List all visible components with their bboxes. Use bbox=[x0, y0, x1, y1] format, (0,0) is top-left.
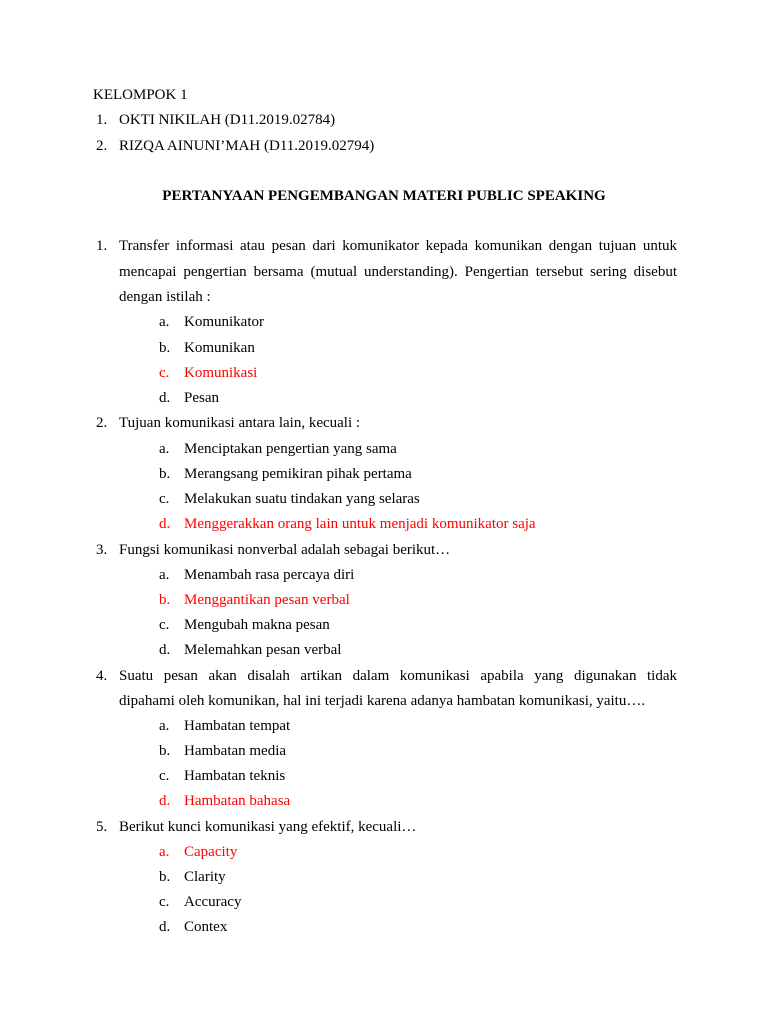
option-text: Melemahkan pesan verbal bbox=[184, 642, 342, 658]
option-letter: c. bbox=[159, 768, 170, 784]
answer-option-text: Hambatan bahasa bbox=[184, 793, 291, 809]
group-heading: KELOMPOK 1 bbox=[93, 87, 188, 103]
option-letter: d. bbox=[159, 642, 171, 658]
page-title: PERTANYAAN PENGEMBANGAN MATERI PUBLIC SPEAKING bbox=[162, 188, 606, 204]
question-text-line: Fungsi komunikasi nonverbal adalah sebagai berikut… bbox=[119, 542, 451, 558]
option-letter: d. bbox=[159, 390, 171, 406]
option-letter: b. bbox=[159, 869, 171, 885]
answer-option-letter: c. bbox=[159, 365, 170, 381]
option-letter: b. bbox=[159, 466, 171, 482]
option-letter: a. bbox=[159, 567, 170, 583]
option-text: Menambah rasa percaya diri bbox=[184, 567, 355, 583]
question-text-line: mencapai pengertian bersama (mutual understanding). Pengertian tersebut sering disebut bbox=[119, 264, 677, 280]
option-letter: c. bbox=[159, 894, 170, 910]
member-name: OKTI NIKILAH (D11.2019.02784) bbox=[119, 112, 336, 128]
answer-option-letter: d. bbox=[159, 516, 171, 532]
question-text-line: Suatu pesan akan disalah artikan dalam komunikasi apabila yang digunakan tidak bbox=[119, 668, 677, 684]
option-text: Mengubah makna pesan bbox=[184, 617, 330, 633]
option-letter: b. bbox=[159, 340, 171, 356]
option-text: Komunikator bbox=[184, 314, 264, 330]
option-letter: a. bbox=[159, 314, 170, 330]
answer-option-letter: d. bbox=[159, 793, 171, 809]
option-text: Merangsang pemikiran pihak pertama bbox=[184, 466, 412, 482]
question-text-line: dipahami oleh komunikan, hal ini terjadi karena adanya hambatan komunikasi, yaitu…. bbox=[119, 693, 646, 709]
member-number: 2. bbox=[96, 138, 108, 154]
answer-option-letter: a. bbox=[159, 844, 170, 860]
option-text: Accuracy bbox=[184, 894, 242, 910]
option-letter: b. bbox=[159, 743, 171, 759]
option-text: Melakukan suatu tindakan yang selaras bbox=[184, 491, 420, 507]
option-text: Hambatan tempat bbox=[184, 718, 291, 734]
question-number: 1. bbox=[96, 238, 108, 254]
member-number: 1. bbox=[96, 112, 108, 128]
question-number: 3. bbox=[96, 542, 108, 558]
member-name: RIZQA AINUNI’MAH (D11.2019.02794) bbox=[119, 138, 375, 154]
question-text-line: dengan istilah : bbox=[119, 289, 211, 305]
question-number: 5. bbox=[96, 819, 108, 835]
option-letter: c. bbox=[159, 617, 170, 633]
option-text: Clarity bbox=[184, 869, 226, 885]
option-letter: a. bbox=[159, 718, 170, 734]
answer-option-text: Capacity bbox=[184, 844, 238, 860]
answer-option-text: Menggerakkan orang lain untuk menjadi komunikator saja bbox=[184, 516, 536, 532]
question-number: 2. bbox=[96, 415, 108, 431]
option-letter: d. bbox=[159, 919, 171, 935]
option-text: Komunikan bbox=[184, 340, 255, 356]
answer-option-text: Menggantikan pesan verbal bbox=[184, 592, 350, 608]
option-letter: a. bbox=[159, 441, 170, 457]
answer-option-letter: b. bbox=[159, 592, 171, 608]
question-text-line: Berikut kunci komunikasi yang efektif, kecuali… bbox=[119, 819, 417, 835]
option-text: Hambatan teknis bbox=[184, 768, 286, 784]
option-text: Menciptakan pengertian yang sama bbox=[184, 441, 397, 457]
question-text-line: Tujuan komunikasi antara lain, kecuali : bbox=[119, 415, 361, 431]
question-text-line: Transfer informasi atau pesan dari komunikator kepada komunikan dengan tujuan untuk bbox=[119, 238, 677, 254]
option-text: Contex bbox=[184, 919, 228, 935]
option-letter: c. bbox=[159, 491, 170, 507]
question-number: 4. bbox=[96, 668, 108, 684]
option-text: Pesan bbox=[184, 390, 219, 406]
option-text: Hambatan media bbox=[184, 743, 287, 759]
answer-option-text: Komunikasi bbox=[184, 365, 258, 381]
